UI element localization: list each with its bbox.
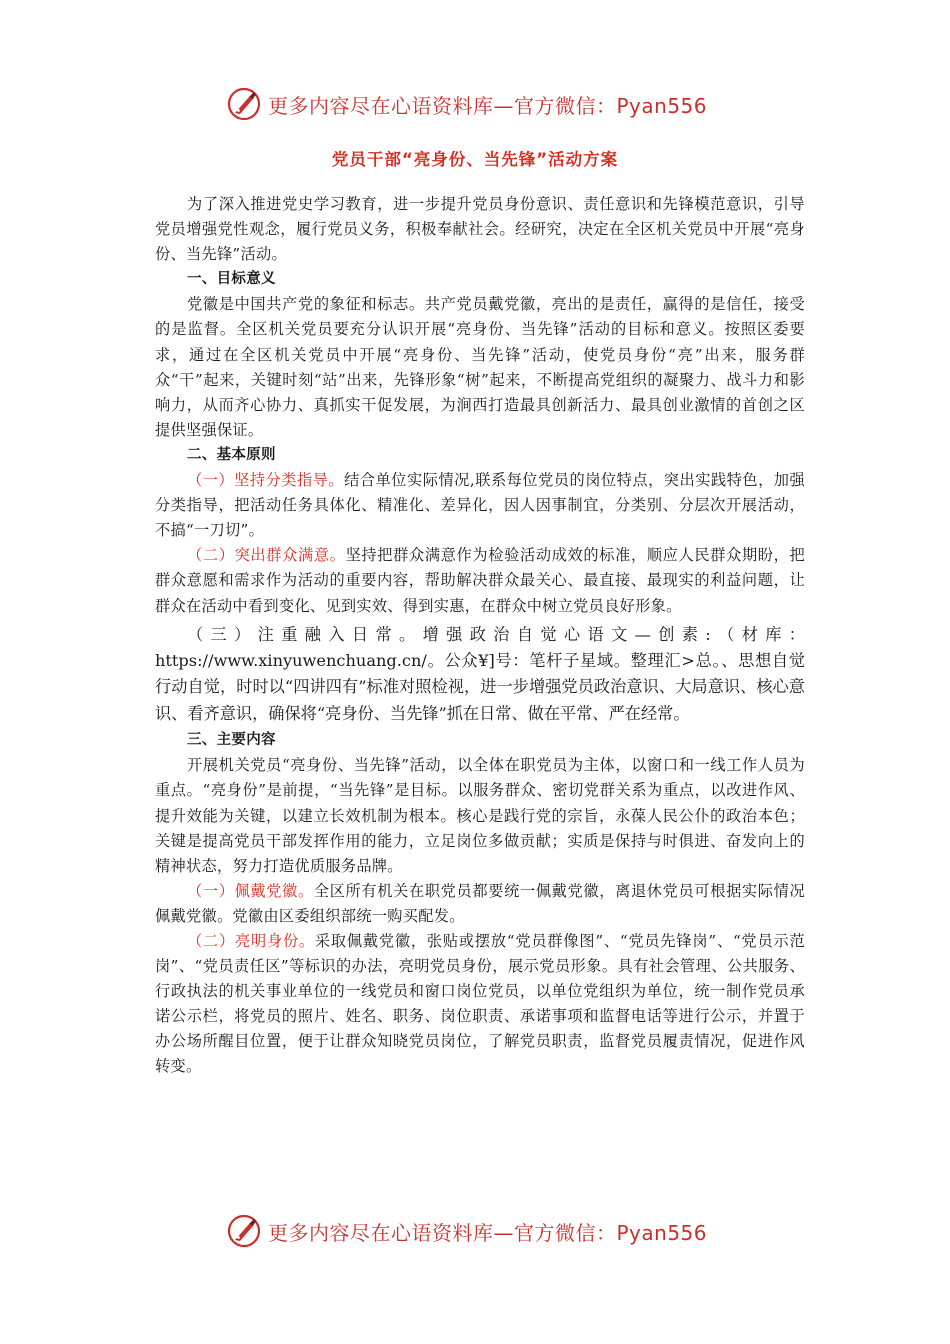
content-body-1: 全区所有机关在职党员都要统一佩戴党徽，离退休党员可根据实际情况佩戴党徽。党徽由区委组织部统一购买配发。 [155, 881, 805, 925]
watermark-text: 更多内容尽在心语资料库—官方微信：Pyan556 [268, 93, 708, 118]
intro-paragraph: 为了深入推进党史学习教育，进一步提升党员身份意识、责任意识和先锋模范意识，引导党员增强党性观念，履行党员义务，积极奉献社会。经研究，决定在全区机关党员中开展“亮身份、当先锋”活动。 [155, 195, 805, 264]
document-title: 党员干部“亮身份、当先锋”活动方案 [331, 150, 619, 169]
principle-daily-integration: （三）注重融入日常。增强政治自觉心语文—创素:（材库：https://www.xinyuwenchuang.cn/。公众¥]号：笔杆子星域。整理汇>总。、思想自觉行动自觉，时时以“四讲四有”标准对照检视，进一步增强党员政治意识、大局意识、核心意识、看齐意识，确保将“亮身份、当先锋”抓在日常、做在平常、严在经常。 [155, 624, 805, 723]
goals-paragraph: 党徽是中国共产党的象征和标志。共产党员戴党徽，亮出的是责任，赢得的是信任，接受的是监督。全区机关党员要充分认识开展“亮身份、当先锋”活动的目标和意义。按照区委要求，通过在全区机关党员中开展“亮身份、当先锋”活动，使党员身份“亮”出来，服务群众“干”起来，关键时刻“站”出来，先锋形象“树”起来，不断提高党组织的凝聚力、战斗力和影响力，从而齐心协力、真抓实干促发展，为涧西打造最具创新活力、最具创业激情的首创之区提供坚强保证。 [155, 295, 805, 439]
content-wear-badge [155, 879, 805, 929]
principle-public-satisfaction [155, 543, 805, 618]
section-heading-goals: 一、目标意义 [187, 271, 276, 288]
principle-label-1: （一）坚持分类指导。 [187, 471, 345, 490]
content-label-2: （二）亮明身份。 [187, 931, 315, 950]
header-watermark-banner [226, 84, 707, 124]
principle-body-2: 坚持把群众满意作为检验活动成效的标准，顺应人民群众期盼，把群众意愿和需求作为活动的重要内容，帮助解决群众最关心、最直接、最现实的利益问题，让群众在活动中看到变化、见到实效、得到实惠，在群众中树立党员良好形象。 [155, 546, 806, 615]
main-content-paragraph: 开展机关党员“亮身份、当先锋”活动，以全体在职党员为主体，以窗口和一线工作人员为重点。“亮身份”是前提，“当先锋”是目标。以服务群众、密切党群关系为重点，以改进作风、提升效能为关键，以建立长效机制为根本。核心是践行党的宗旨，永葆人民公仆的政治本色；关键是提高党员干部发挥作用的能力，立足岗位多做贡献；实质是保持与时俱进、奋发向上的精神状态，努力打造优质服务品牌。 [155, 756, 805, 875]
principle-classified-guidance [155, 468, 805, 543]
section-heading-main-content: 三、主要内容 [187, 732, 276, 749]
pen-nib-logo-icon [226, 86, 262, 122]
section-heading-principles: 二、基本原则 [187, 446, 276, 463]
watermark-text: 更多内容尽在心语资料库—官方微信：Pyan556 [268, 1220, 708, 1245]
footer-watermark-banner [226, 1211, 707, 1251]
pen-nib-logo-icon [226, 1213, 262, 1249]
content-show-identity [155, 929, 805, 1080]
document-body [155, 192, 805, 1080]
principle-body-1: 结合单位实际情况,联系每位党员的岗位特点，突出实践特色，加强分类指导，把活动任务具体化、精准化、差异化，因人因事制宜，分类别、分层次开展活动，不搞“一刀切”。 [155, 471, 806, 540]
content-label-1: （一）佩戴党徽。 [187, 881, 314, 900]
content-body-2: 采取佩戴党徽，张贴或摆放“党员群像图”、“党员先锋岗”、“党员示范岗”、“党员责任区”等标识的办法，亮明党员身份，展示党员形象。具有社会管理、公共服务、行政执法的机关事业单位的一线党员和窗口岗位党员，以单位党组织为单位，统一制作党员承诺公示栏，将党员的照片、姓名、职务、岗位职责、承诺事项和监督电话等进行公示，并置于办公场所醒目位置，便于让群众知晓党员岗位，了解党员职责，监督党员履责情况，促进作风转变。 [155, 931, 805, 1076]
principle-label-2: （二）突出群众满意。 [187, 546, 346, 565]
